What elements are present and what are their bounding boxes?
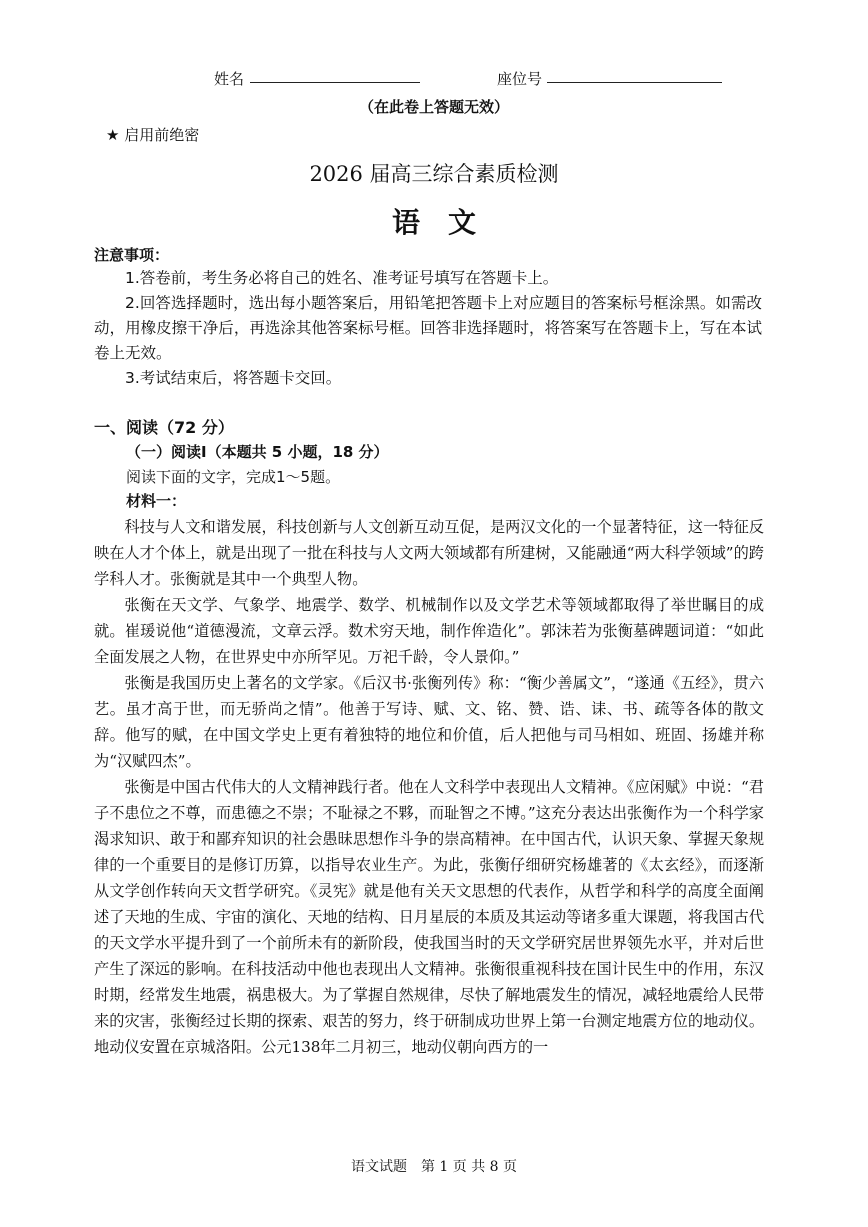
- page-footer: 语文试题 第 1 页 共 8 页: [350, 1159, 518, 1175]
- section-title: 一、阅读（72 分）: [94, 418, 234, 437]
- passage-paragraph: 科技与人文和谐发展，科技创新与人文创新互动互促，是两汉文化的一个显著特征，这一特征反映在人才个体上，就是出现了一批在科技与人文两大领域都有所建树，又能融通“两大科学领域”的跨学科人才。张衡就是其中一个典型人物。: [94, 518, 764, 588]
- exam-title: 2026 届高三综合素质检测: [309, 162, 559, 186]
- seat-blank-line: [547, 82, 722, 83]
- subject-title: 语文: [391, 206, 504, 239]
- subsection-title: （一）阅读Ⅰ（本题共 5 小题，18 分）: [126, 443, 389, 461]
- reading-instruction: 阅读下面的文字，完成1～5题。: [126, 468, 341, 486]
- note-item: 2.回答选择题时，选出每小题答案后，用铅笔把答题卡上对应题目的答案标号框涂黑。如需改动，用橡皮擦干净后，再选涂其他答案标号框。回答非选择题时，将答案写在答题卡上，写在本试卷上无效。: [94, 294, 762, 362]
- material-label: 材料一：: [126, 492, 187, 510]
- name-label: 姓名: [214, 70, 245, 88]
- name-blank-line: [250, 82, 420, 83]
- seat-label: 座位号: [497, 70, 543, 88]
- passage-body: [94, 514, 764, 1060]
- passage-paragraph: 张衡在天文学、气象学、地震学、数学、机械制作以及文学艺术等领域都取得了举世瞩目的成就。崔瑗说他“道德漫流，文章云浮。数术穷天地，制作侔造化”。郭沫若为张衡墓碑题词道：“如此全面发展之人物，在世界史中亦所罕见。万祀千龄，令人景仰。”: [94, 596, 764, 666]
- notes-list: [94, 266, 762, 391]
- confidential-label: ★ 启用前绝密: [106, 126, 200, 144]
- invalid-answer-note: （在此卷上答题无效）: [358, 98, 509, 116]
- note-item: 3.考试结束后，将答题卡交回。: [125, 369, 342, 387]
- passage-paragraph: 张衡是中国古代伟大的人文精神践行者。他在人文科学中表现出人文精神。《应闲赋》中说：“君子不患位之不尊，而患德之不崇；不耻禄之不夥，而耻智之不博。”这充分表达出张衡作为一个科学家渴求知识、敢于和鄙弃知识的社会愚昧思想作斗争的崇高精神。在中国古代，认识天象、掌握天象规律的一个重要目的是修订历算，以指导农业生产。为此，张衡仔细研究杨雄著的《太玄经》，而逐渐从文学创作转向天文哲学研究。《灵宪》就是他有关天文思想的代表作，从哲学和科学的高度全面阐述了天地的生成、宇宙的演化、天地的结构、日月星辰的本质及其运动等诸多重大课题，将我国古代的天文学水平提升到了一个前所未有的新阶段，使我国当时的天文学研究居世界领先水平，并对后世产生了深远的影响。在科技活动中他也表现出人文精神。张衡很重视科技在国计民生中的作用，东汉时期，经常发生地震，祸患极大。为了掌握自然规律，尽快了解地震发生的情况，减轻地震给人民带来的灾害，张衡经过长期的探索、艰苦的努力，终于研制成功世界上第一台测定地震方位的地动仪。地动仪安置在京城洛阳。公元138年二月初三，地动仪朝向西方的一: [94, 778, 764, 1056]
- note-item: 1.答卷前，考生务必将自己的姓名、准考证号填写在答题卡上。: [125, 269, 559, 287]
- notes-heading: 注意事项：: [94, 246, 170, 264]
- passage-paragraph: 张衡是我国历史上著名的文学家。《后汉书·张衡列传》称：“衡少善属文”，“遂通《五经》，贯六艺。虽才高于世，而无骄尚之情”。他善于写诗、赋、文、铭、赞、诰、诔、书、疏等各体的散文辞。他写的赋，在中国文学史上更有着独特的地位和价值，后人把他与司马相如、班固、扬雄并称为“汉赋四杰”。: [94, 674, 764, 770]
